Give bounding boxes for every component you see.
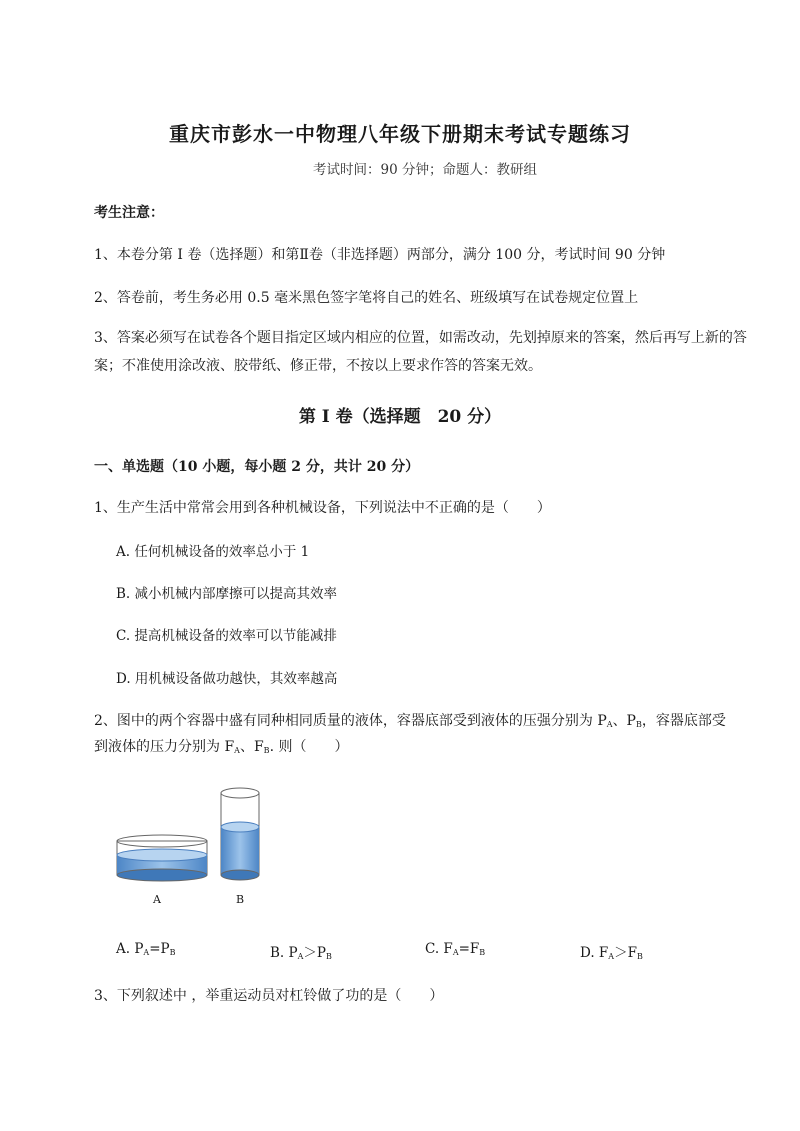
question-2-option-b: [270, 941, 332, 961]
question-2-option-d: [580, 941, 643, 961]
q2-line2-text: 到液体的压力分别为 F: [94, 739, 235, 755]
question-2-option-c: [425, 941, 485, 957]
q2-opt-d-mid: ＞F: [614, 945, 637, 961]
q2-line2-end: . 则（ ）: [269, 739, 349, 755]
container-a: [117, 835, 207, 881]
q2-line1-text: 2、图中的两个容器中盛有同种相同质量的液体，容器底部受到液体的压强分别为 P: [94, 713, 607, 729]
containers-figure: [110, 785, 270, 915]
q2-sep: 、P: [612, 713, 636, 729]
page-title: 重庆市彭水一中物理八年级下册期末考试专题练习: [169, 122, 631, 146]
part-heading: 一、单选题（10 小题，每小题 2 分，共计 20 分）: [94, 459, 420, 475]
question-2-stem-line-2: [94, 736, 348, 756]
question-1-option-a: A. 任何机械设备的效率总小于 1: [116, 544, 310, 560]
question-2-option-a: [116, 941, 176, 957]
q2-opt-d-s2: B: [636, 952, 643, 961]
q2-opt-c-prefix: C. F: [425, 941, 453, 957]
figure-label-a: A: [153, 893, 161, 906]
q2-opt-a-s2: B: [169, 948, 176, 957]
q2-sub-a: A: [606, 720, 613, 729]
q2-opt-b-prefix: B. P: [270, 945, 298, 961]
q2-opt-c-s1: A: [452, 948, 459, 957]
q2-opt-b-mid: ＞P: [303, 945, 326, 961]
question-1-option-c: C. 提高机械设备的效率可以节能减排: [116, 628, 337, 644]
section-title: 第 I 卷（选择题 20 分）: [298, 407, 502, 427]
question-1-option-b: B. 减小机械内部摩擦可以提高其效率: [116, 586, 338, 602]
notice-item-3: 3、答案必须写在试卷各个题目指定区域内相应的位置，如需改动，先划掉原来的答案，然后再写上新的答案；不准使用涂改液、胶带纸、修正带，不按以上要求作答的答案无效。: [94, 330, 747, 374]
question-1-option-d: D. 用机械设备做功越快，其效率越高: [116, 671, 338, 687]
q2-opt-b-s2: B: [325, 952, 332, 961]
figure-label-b: B: [236, 893, 245, 906]
q2-opt-d-s1: A: [608, 952, 615, 961]
notice-heading: 考生注意：: [94, 205, 164, 221]
q2-line2-sub-a: A: [234, 746, 240, 755]
q2-opt-c-mid: =F: [458, 941, 480, 957]
notice-item-2: 2、答卷前，考生务必用 0.5 毫米黑色签字笔将自己的姓名、班级填写在试卷规定位置上: [94, 290, 639, 306]
exam-info: 考试时间：90 分钟；命题人：教研组: [313, 162, 537, 178]
q2-opt-c-s2: B: [479, 948, 486, 957]
q2-sub-b: B: [635, 720, 642, 729]
q2-opt-d-prefix: D. F: [580, 945, 609, 961]
q2-opt-a-prefix: A. P: [116, 941, 144, 957]
q2-line2-sub-b: B: [263, 746, 270, 755]
question-1-stem: 1、生产生活中常常会用到各种机械设备，下列说法中不正确的是（ ）: [94, 500, 551, 516]
q2-line2-sep: 、F: [239, 739, 264, 755]
q2-opt-a-mid: =P: [149, 941, 170, 957]
q2-opt-a-s1: A: [143, 948, 150, 957]
notice-item-1: 1、本卷分第 I 卷（选择题）和第Ⅱ卷（非选择题）两部分，满分 100 分，考试时间 90 分钟: [94, 247, 666, 263]
q2-opt-b-s1: A: [297, 952, 304, 961]
question-3-stem: 3、下列叙述中 ，举重运动员对杠铃做了功的是（ ）: [94, 988, 444, 1004]
question-2-stem-line-1: [94, 710, 726, 730]
container-b: [221, 788, 259, 880]
q2-line1-end: ，容器底部受: [641, 713, 726, 729]
